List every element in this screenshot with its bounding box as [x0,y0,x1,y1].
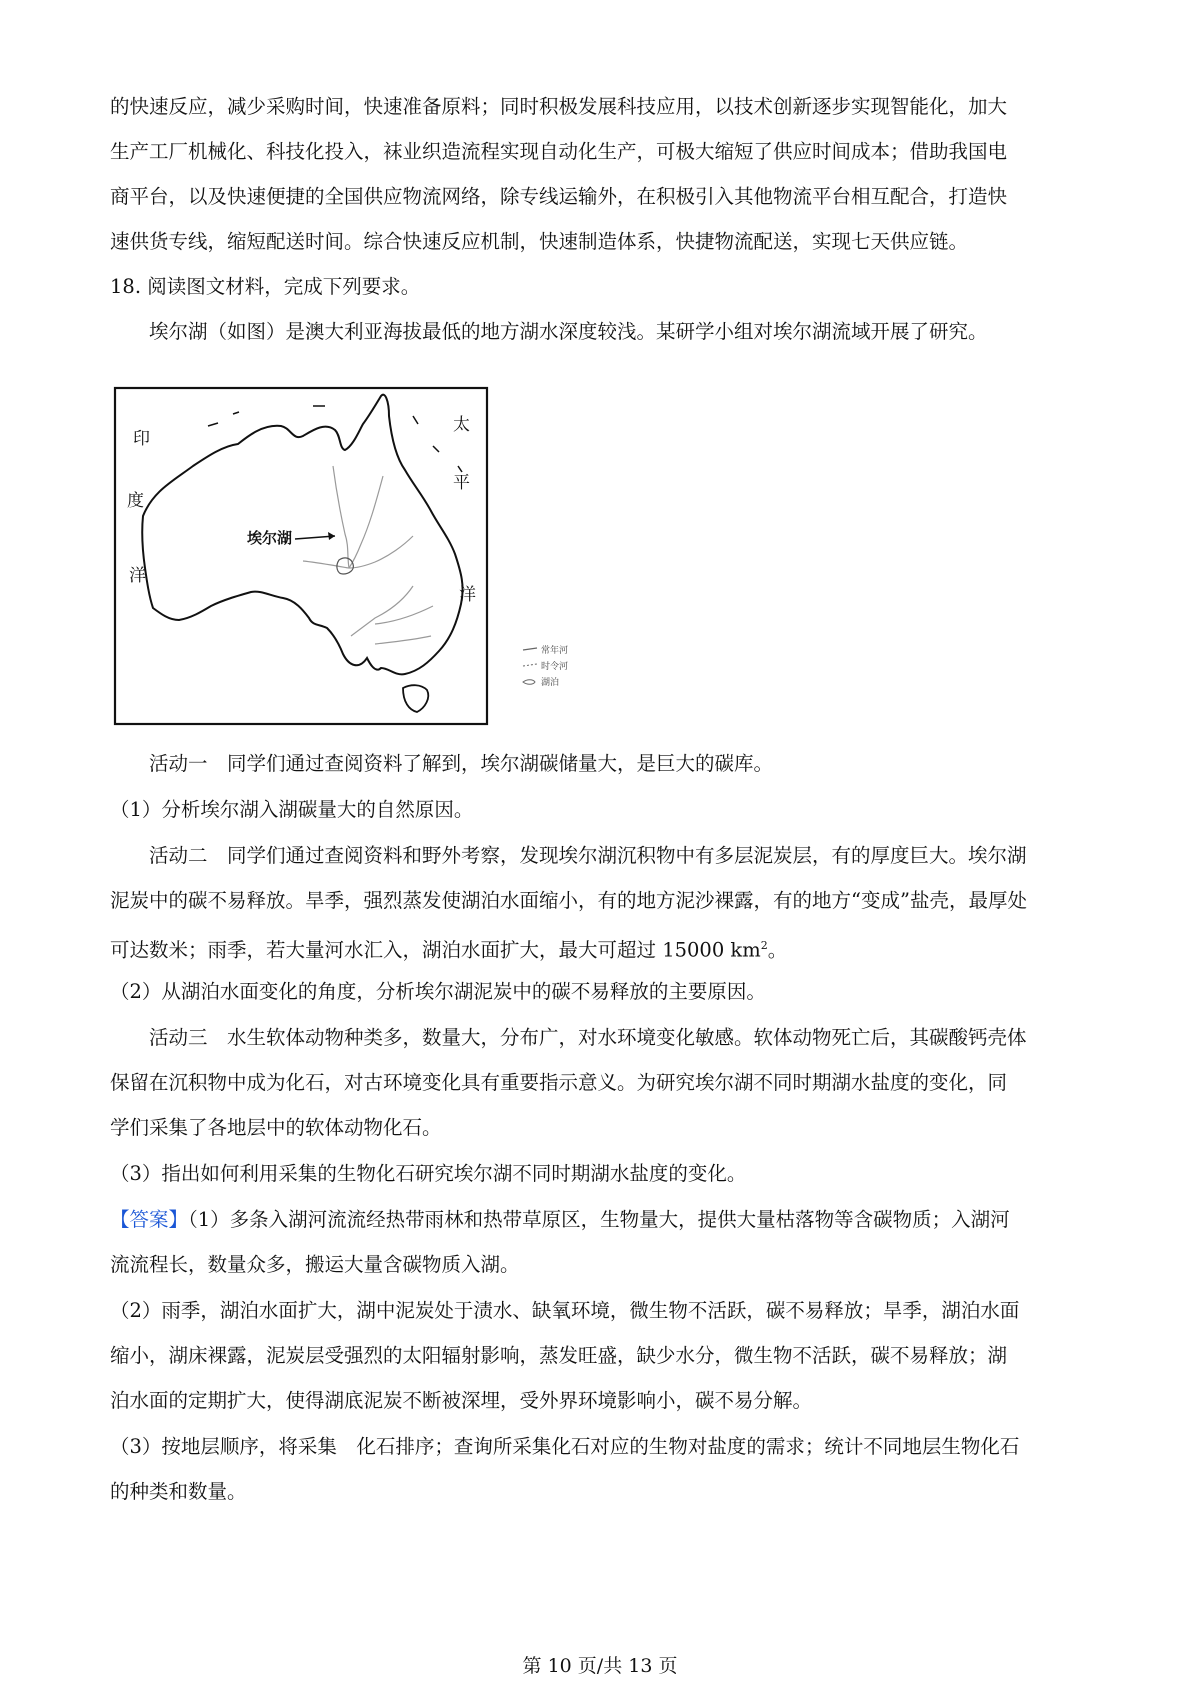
tasmania-island [403,685,428,712]
map-legend [523,644,568,688]
page-footer: 第 10 页/共 13 页 [522,1655,678,1677]
answer-1-line-1 [110,1197,1100,1242]
legend-lake: 湖泊 [541,678,560,688]
answer-3-line-2: 的种类和数量。 [110,1480,247,1503]
lake-pointer-arrowhead [328,532,335,540]
activity3-line-3: 学们采集了各地层中的软体动物化石。 [110,1116,442,1139]
activity1-text: 活动一 同学们通过查阅资料了解到，埃尔湖碳储量大，是巨大的碳库。 [149,752,774,775]
activity1-question: （1）分析埃尔湖入湖碳量大的自然原因。 [110,798,474,821]
activity2-question: （2）从湖泊水面变化的角度，分析埃尔湖泥炭中的碳不易释放的主要原因。 [110,980,766,1003]
activity3-line-2: 保留在沉积物中成为化石，对古环境变化具有重要指示意义。为研究埃尔湖不同时期湖水盐度的变化，同 [110,1071,1008,1094]
lake-label: 埃尔湖 [247,529,293,547]
answer-2-line-2: 缩小，湖床裸露，泥炭层受强烈的太阳辐射影响，蒸发旺盛，缺少水分，微生物不活跃，碳不易释放；湖 [110,1344,1008,1367]
ocean-west-1: 印 [133,429,150,449]
intro-line-3: 商平台，以及快速便捷的全国供应物流网络，除专线运输外，在积极引入其他物流平台相互配合，打造快 [110,185,1008,208]
activity2-line-2: 泥炭中的碳不易释放。旱季，强烈蒸发使湖泊水面缩小，有的地方泥沙裸露，有的地方“变成”盐壳，最厚处 [110,889,1027,912]
answer-1-text: （1）多条入湖河流流经热带雨林和热带草原区，生物量大，提供大量枯落物等含碳物质；入湖河 [188,1208,1010,1231]
australia-coastline [142,395,462,675]
map-frame [115,388,487,724]
activity2-line-1: 活动二 同学们通过查阅资料和野外考察，发现埃尔湖沉积物中有多层泥炭层，有的厚度巨大。埃尔湖 [149,844,1027,867]
intro-line-2: 生产工厂机械化、科技化投入，袜业织造流程实现自动化生产，可极大缩短了供应时间成本；借助我国电 [110,140,1008,163]
activity2-line-3-end: 。 [767,938,788,962]
activity3-question: （3）指出如何利用采集的生物化石研究埃尔湖不同时期湖水盐度的变化。 [110,1162,747,1185]
ocean-west-3: 洋 [129,566,146,586]
question-material: 埃尔湖（如图）是澳大利亚海拔最低的地方湖水深度较浅。某研学小组对埃尔湖流域开展了研究。 [149,320,988,343]
answer-1-line-2: 流流程长，数量众多，搬运大量含碳物质入湖。 [110,1253,520,1276]
legend-seasonal-river: 时令河 [541,662,569,672]
intro-line-1: 的快速反应，减少采购时间，快速准备原料；同时积极发展科技应用，以技术创新逐步实现智能化，加大 [110,95,1008,118]
area-unit-superscript: 2 [760,939,768,952]
ocean-east-2: 平 [453,473,470,493]
answer-2-line-1: （2）雨季，湖泊水面扩大，湖中泥炭处于渍水、缺氧环境，微生物不活跃，碳不易释放；旱季，湖泊水面 [110,1299,1020,1322]
ocean-west-2: 度 [127,491,144,511]
activity2-line-3 [110,923,1100,973]
ocean-east-1: 太 [453,415,470,435]
ocean-east-3: 洋 [459,585,476,605]
question-title: 18. 阅读图文材料，完成下列要求。 [110,275,421,298]
intro-line-4: 速供货专线，缩短配送时间。综合快速反应机制，快速制造体系，快捷物流配送，实现七天供应链。 [110,230,969,253]
answer-3-line-1: （3）按地层顺序，将采集 化石排序；查询所采集化石对应的生物对盐度的需求；统计不同地层生物化石 [110,1435,1020,1458]
river-network [303,466,433,644]
activity2-line-3-text: 可达数米；雨季，若大量河水汇入，湖泊水面扩大，最大可超过 15000 km [110,938,761,962]
legend-perennial-river: 常年河 [541,646,569,656]
answer-tag: 【答案】 [110,1208,189,1231]
answer-2-line-3: 泊水面的定期扩大，使得湖底泥炭不断被深埋，受外界环境影响小，碳不易分解。 [110,1389,813,1412]
activity3-line-1: 活动三 水生软体动物种类多，数量大，分布广，对水环境变化敏感。软体动物死亡后，其碳酸钙壳体 [149,1026,1027,1049]
australia-map-figure [113,386,610,726]
